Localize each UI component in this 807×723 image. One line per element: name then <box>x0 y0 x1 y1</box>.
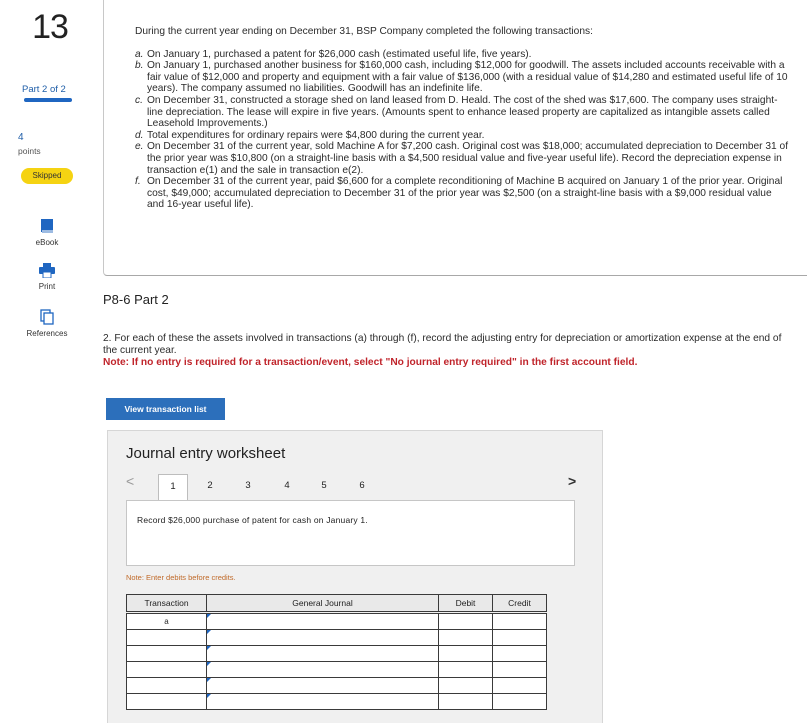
table-row <box>127 662 547 678</box>
part-title: P8-6 Part 2 <box>103 292 169 307</box>
tab-5[interactable]: 5 <box>321 480 327 491</box>
column-debit: Debit <box>439 595 493 612</box>
transaction-cell <box>127 678 207 694</box>
account-field[interactable] <box>207 678 439 694</box>
debit-field[interactable] <box>439 614 493 630</box>
part-indicator: Part 2 of 2 <box>22 84 66 95</box>
part-progress-bar <box>24 98 72 102</box>
points-label: points <box>18 146 41 156</box>
tab-3[interactable]: 3 <box>245 480 251 491</box>
tab-1[interactable]: 1 <box>158 474 188 502</box>
no-entry-note: Note: If no entry is required for a transaction/event, select "No journal entry required" in the first account field. <box>103 357 638 368</box>
account-field[interactable] <box>207 646 439 662</box>
transaction-d: d. Total expenditures for ordinary repairs were $4,800 during the current year. <box>135 129 485 141</box>
transaction-c: c. On December 31, constructed a storage shed on land leased from D. Heald. The cost of the shed was $17,600. The company uses straight-line depreciation. The lease will expire in five years. (Amounts spent to enhance leased property are capitalized as intangible assets called Leasehold Improvements.) <box>135 94 778 130</box>
transaction-a: a. On January 1, purchased a patent for $26,000 cash (estimated useful life, five years). <box>135 48 532 60</box>
print-button[interactable] <box>14 263 80 291</box>
left-rail <box>0 0 84 723</box>
credit-field[interactable] <box>493 694 547 710</box>
tab-4[interactable]: 4 <box>284 480 290 491</box>
transaction-cell <box>127 694 207 710</box>
account-field[interactable] <box>207 614 439 630</box>
table-row <box>127 614 547 630</box>
transaction-cell <box>127 662 207 678</box>
dropdown-marker-icon <box>207 678 211 682</box>
transaction-cell <box>127 630 207 646</box>
table-row <box>127 630 547 646</box>
worksheet-title: Journal entry worksheet <box>126 445 286 462</box>
previous-entry-button[interactable]: < <box>126 473 135 489</box>
column-credit: Credit <box>493 595 547 612</box>
transaction-e: e. On December 31 of the current year, sold Machine A for $7,200 cash. Original cost was $18,000; accumulated depreciation to December 31 of the prior year was $10,800 (on a straight-line basis with a $4,500 residual value and five-year useful life). Record the depreciation expense in transaction e(1) and the sale in transaction e(2). <box>135 141 789 176</box>
dropdown-marker-icon <box>207 694 211 698</box>
references-icon <box>40 309 54 325</box>
tab-6[interactable]: 6 <box>359 480 365 491</box>
account-field[interactable] <box>207 662 439 678</box>
tab-2[interactable]: 2 <box>207 480 213 491</box>
references-button[interactable] <box>14 309 80 338</box>
transaction-f: f. On December 31 of the current year, paid $6,600 for a complete reconditioning of Machine B acquired on January 1 of the prior year. Original cost, $49,000; accumulated depreciation to December 31 of the prior year was $2,500 (on a straight-line basis with a $9,000 residual value and 16-year useful life). <box>135 176 783 211</box>
question-text <box>135 26 790 211</box>
debit-field[interactable] <box>439 646 493 662</box>
dropdown-marker-icon <box>207 614 211 618</box>
ebook-button[interactable] <box>14 218 80 247</box>
column-transaction: Transaction <box>127 595 207 612</box>
credit-field[interactable] <box>493 614 547 630</box>
references-label: References <box>26 329 68 338</box>
status-badge: Skipped <box>21 168 73 184</box>
credit-field[interactable] <box>493 630 547 646</box>
ebook-label: eBook <box>35 238 59 247</box>
table-row <box>127 694 547 710</box>
book-icon <box>40 218 54 234</box>
print-label: Print <box>38 282 56 291</box>
entry-description: Record $26,000 purchase of patent for cash on January 1. <box>137 515 368 525</box>
points-value: 4 <box>18 132 24 143</box>
account-field[interactable] <box>207 630 439 646</box>
account-field[interactable] <box>207 694 439 710</box>
column-general-journal: General Journal <box>207 595 439 612</box>
next-entry-button[interactable]: > <box>568 473 577 489</box>
journal-table <box>126 594 547 710</box>
debit-field[interactable] <box>439 678 493 694</box>
credit-field[interactable] <box>493 662 547 678</box>
table-row <box>127 678 547 694</box>
debit-field[interactable] <box>439 694 493 710</box>
instruction-text: 2. For each of these the assets involved in transactions (a) through (f), record the adjusting entry for depreciation or amortization expense at the end of the current year. <box>103 333 782 356</box>
debit-field[interactable] <box>439 630 493 646</box>
transaction-b: b. On January 1, purchased another business for $160,000 cash, including $12,000 for goodwill. The assets included accounts receivable with a fair value of $12,000 and property and equipment with a fair value of $136,000 (with a residual value of $14,280 and estimated useful life of 10 years). The company assumed no liabilities. Goodwill has an indefinite life. <box>135 60 788 95</box>
debit-field[interactable] <box>439 662 493 678</box>
dropdown-marker-icon <box>207 646 211 650</box>
transaction-cell: a <box>127 614 207 630</box>
printer-icon <box>39 263 55 278</box>
question-intro: During the current year ending on December 31, BSP Company completed the following transactions: <box>135 26 593 37</box>
view-transaction-list-button[interactable]: View transaction list <box>106 398 225 420</box>
debits-before-credits-note: Note: Enter debits before credits. <box>126 573 236 582</box>
credit-field[interactable] <box>493 678 547 694</box>
transaction-cell <box>127 646 207 662</box>
question-number: 13 <box>32 8 68 46</box>
credit-field[interactable] <box>493 646 547 662</box>
dropdown-marker-icon <box>207 662 211 666</box>
entry-description-box <box>126 500 575 566</box>
dropdown-marker-icon <box>207 630 211 634</box>
table-row <box>127 646 547 662</box>
instructions <box>103 333 793 369</box>
